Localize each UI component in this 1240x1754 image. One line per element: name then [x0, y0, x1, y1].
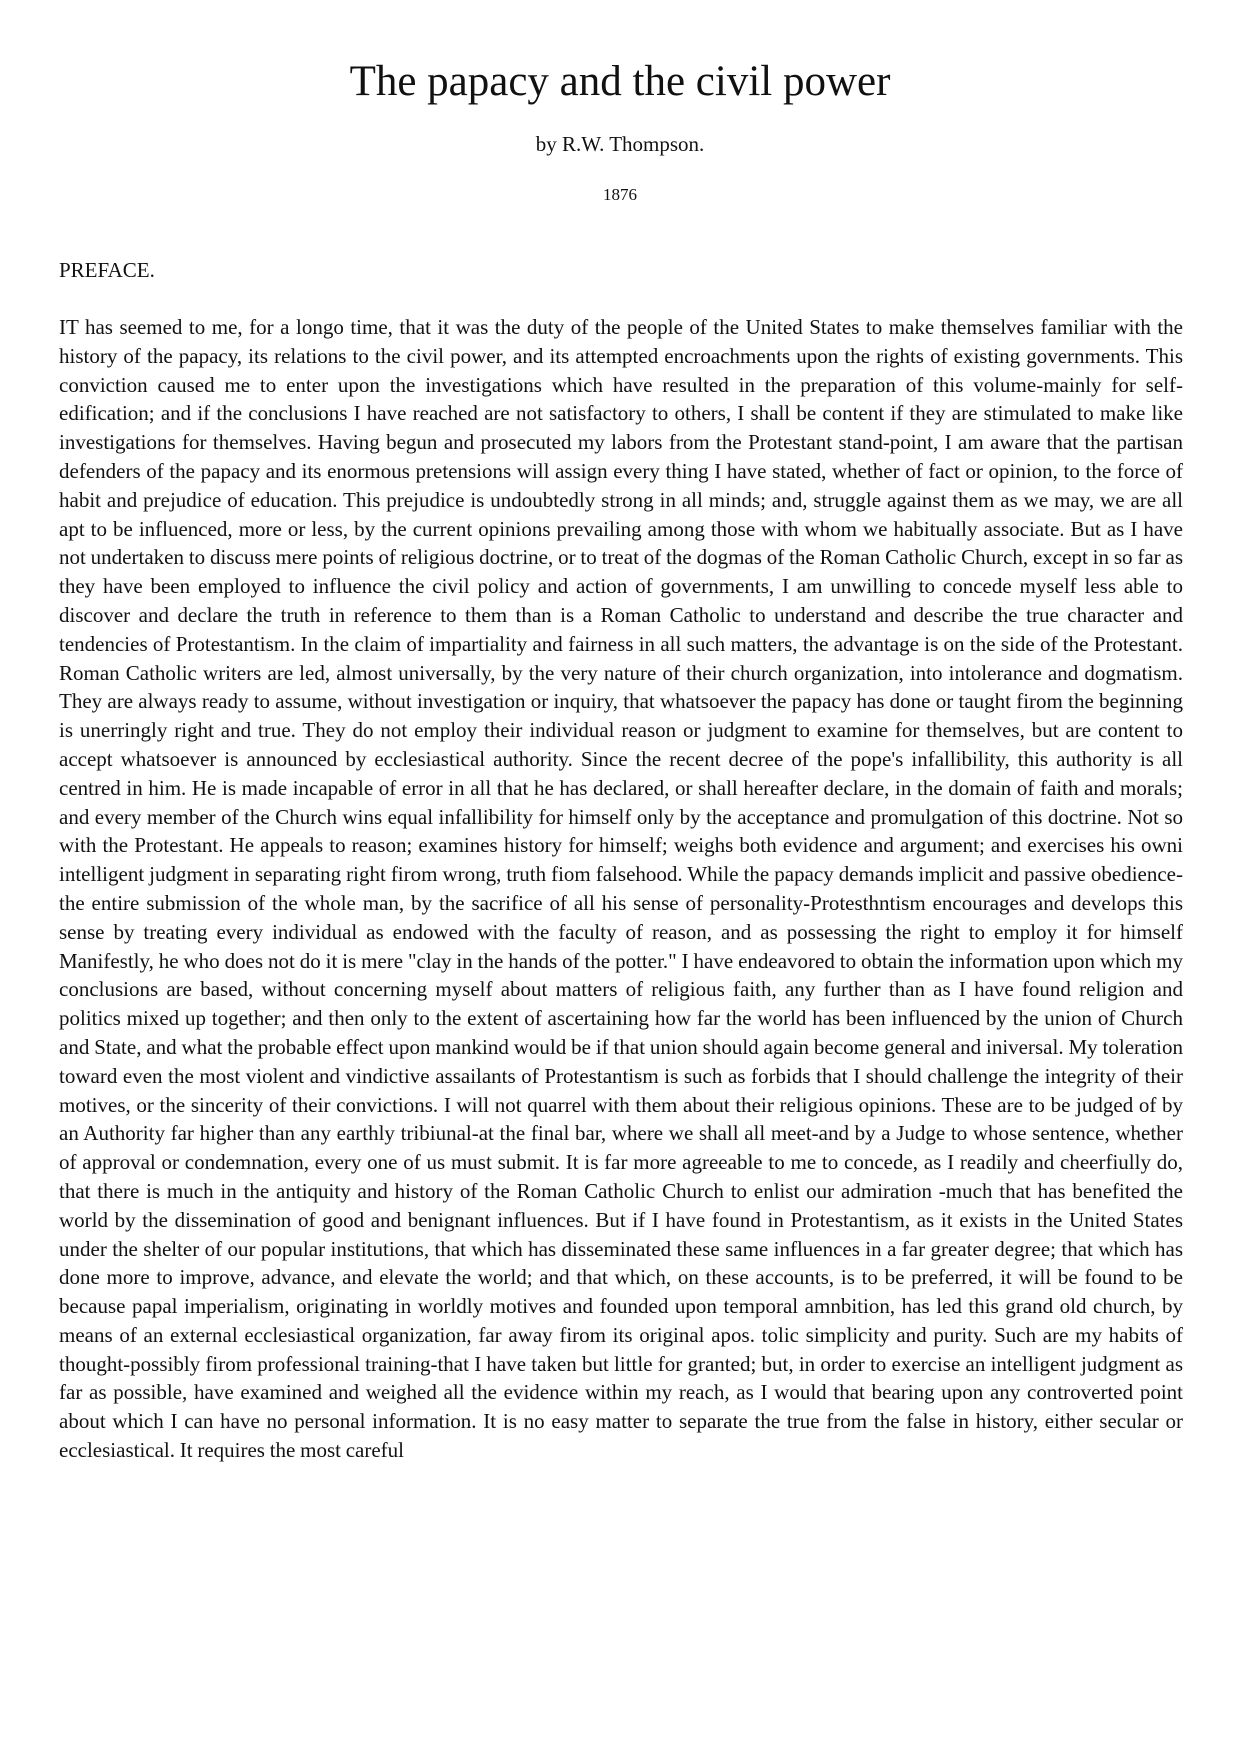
- document-author: by R.W. Thompson.: [535, 132, 705, 156]
- document-title: The papacy and the civil power: [349, 58, 891, 105]
- publication-year: 1876: [603, 185, 637, 204]
- section-heading-preface: PREFACE.: [59, 258, 155, 282]
- preface-body-text: IT has seemed to me, for a longo time, that it was the duty of the people of the United States to make themselves familiar with the history of the papacy, its relations to the civil power, and its attempted encroachments upon the rights of existing governments. This conviction caused me to enter upon the investigations which have resulted in the preparation of this volume-mainly for self-edification; and if the conclusions I have reached are not satisfactory to others, I shall be content if they are stimulated to make like investigations for themselves. Having begun and prosecuted my labors from the Protestant stand-point, I am aware that the partisan defenders of the papacy and its enormous pretensions will assign every thing I have stated, whether of fact or opinion, to the force of habit and prejudice of education. This prejudice is undoubtedly strong in all minds; and, struggle against them as we may, we are all apt to be influenced, more or less, by the current opinions prevailing among those with whom we habitually associate. But as I have not undertaken to discuss mere points of religious doctrine, or to treat of the dogmas of the Roman Catholic Church, except in so far as they have been employed to influence the civil policy and action of governments, I am unwilling to concede myself less able to discover and declare the truth in reference to them than is a Roman Catholic to understand and describe the true character and tendencies of Protestantism. In the claim of impartiality and fairness in all such matters, the advantage is on the side of the Protestant. Roman Catholic writers are led, almost universally, by the very nature of their church organization, into intolerance and dogmatism. They are always ready to assume, without investigation or inquiry, that whatsoever the papacy has done or taught firom the beginning is unerringly right and true. They do not employ their individual reason or judgment to examine for themselves, but are content to accept whatsoever is announced by ecclesiastical authority. Since the recent decree of the pope's infallibility, this authority is all centred in him. He is made incapable of error in all that he has declared, or shall hereafter declare, in the domain of faith and morals; and every member of the Church wins equal infallibility for himself only by the acceptance and promulgation of this doctrine. Not so with the Protestant. He appeals to reason; examines history for himself; weighs both evidence and argument; and exercises his owni intelligent judgment in separating right firom wrong, truth fiom falsehood. While the papacy demands implicit and passive obedience-the entire submission of the whole man, by the sacrifice of all his sense of personality-Protesthntism encourages and develops this sense by treating every individual as endowed with the faculty of reason, and as possessing the right to employ it for himself Manifestly, he who does not do it is mere "clay in the hands of the potter." I have endeavored to obtain the information upon which my conclusions are based, without concerning myself about matters of religious faith, any further than as I have found religion and politics mixed up together; and then only to the extent of ascertaining how far the world has been influenced by the union of Church and State, and what the probable effect upon mankind would be if that union should again become general and iniversal. My toleration toward even the most violent and vindictive assailants of Protestantism is such as forbids that I should challenge the integrity of their motives, or the sincerity of their convictions. I will not quarrel with them about their religious opinions. These are to be judged of by an Authority far higher than any earthly tribiunal-at the final bar, where we shall all meet-and by a Judge to whose sentence, whether of approval or condemnation, every one of us must submit. It is far more agreeable to me to concede, as I readily and cheerfiully do, that there is much in the antiquity and history of the Roman Catholic Church to enlist our admiration -much that has benefited the world by the dissemination of good and benignant influences. But if I have found in Protestantism, as it exists in the United States under the shelter of our popular institutions, that which has disseminated these same influences in a far greater degree; that which has done more to improve, advance, and elevate the world; and that which, on these accounts, is to be preferred, it will be found to be because papal imperialism, originating in worldly motives and founded upon temporal amnbition, has led this grand old church, by means of an external ecclesiastical organization, far away firom its original apos. tolic simplicity and purity. Such are my habits of thought-possibly firom professional training-that I have taken but little for granted; but, in order to exercise an intelligent judgment as far as possible, have examined and weighed all the evidence within my reach, as I would that bearing upon any controverted point about which I can have no personal information. It is no easy matter to separate the true from the false in history, either secular or ecclesiastical. It requires the most careful: [59, 315, 1183, 1463]
